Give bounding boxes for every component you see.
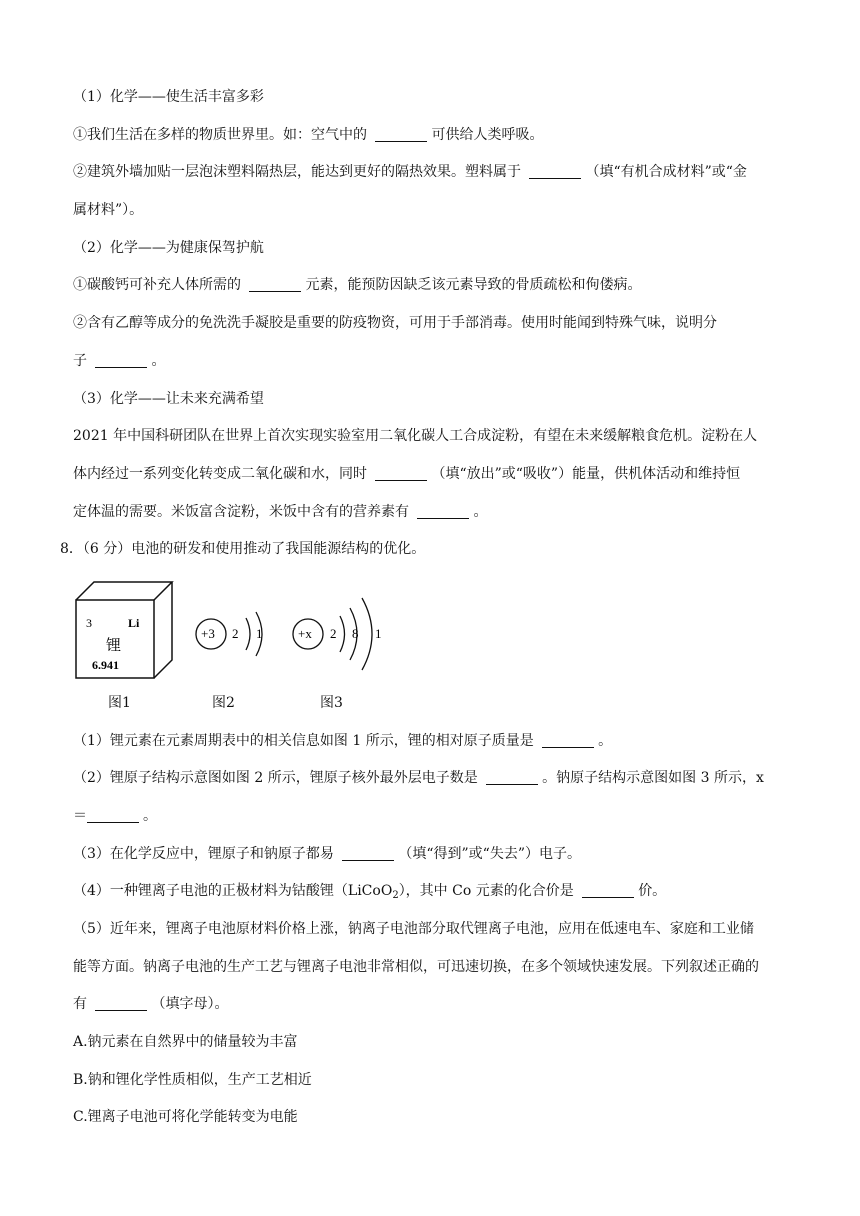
atom-2-shell-2: 1 [256, 626, 263, 641]
text: 。 [151, 353, 166, 369]
section-3-para-3 [73, 502, 487, 522]
question-8-part-5-line-3 [73, 994, 228, 1014]
text: 。钠原子结构示意图如图 3 所示，x [542, 770, 764, 786]
answer-blank[interactable] [542, 733, 594, 748]
section-3-title: （3）化学——让未来充满希望 [73, 391, 264, 407]
answer-blank[interactable] [375, 466, 427, 481]
question-8-part-2-cont [73, 806, 157, 826]
atom-3-shell-3: 1 [375, 626, 382, 641]
question-8-part-3 [73, 844, 581, 864]
section-2-question-1 [73, 275, 641, 295]
text: （2）锂原子结构示意图如图 2 所示，锂原子核外最外层电子数是 [73, 770, 483, 786]
section-3-para-2 [73, 464, 740, 484]
answer-blank[interactable] [486, 770, 538, 785]
text: ①碳酸钙可补充人体所需的 [73, 277, 246, 293]
section-2-question-2: ②含有乙醇等成分的免洗洗手凝胶是重要的防疫物资，可用于手部消毒。使用时能闻到特殊气味，说明分 [73, 315, 717, 331]
text: 定体温的需要。米饭富含淀粉，米饭中含有的营养素有 [73, 504, 414, 520]
element-name: 锂 [106, 636, 122, 654]
atom-3-nucleus: +x [298, 626, 312, 641]
element-symbol: Li [128, 616, 140, 630]
text: 。 [598, 733, 613, 749]
text: 可供给人类呼吸。 [431, 127, 544, 143]
question-8-part-2 [73, 768, 764, 788]
figure-3-caption: 图3 [320, 695, 343, 711]
option-b: B.钠和锂化学性质相似，生产工艺相近 [73, 1072, 312, 1088]
answer-blank[interactable] [249, 277, 301, 292]
answer-blank[interactable] [95, 996, 147, 1011]
answer-blank[interactable] [342, 846, 394, 861]
text: 有 [73, 996, 92, 1012]
option-c: C.锂离子电池可将化学能转变为电能 [73, 1109, 298, 1125]
text: 。 [473, 504, 488, 520]
figure-1-caption: 图1 [108, 695, 131, 711]
section-1-question-1 [73, 125, 543, 145]
question-8-figure [70, 572, 410, 714]
text: ②建筑外墙加贴一层泡沫塑料隔热层，能达到更好的隔热效果。塑料属于 [73, 164, 526, 180]
answer-blank[interactable] [582, 883, 634, 898]
section-1-question-2-cont: 属材料”）。 [73, 202, 144, 218]
text: ①我们生活在多样的物质世界里。如：空气中的 [73, 127, 372, 143]
question-8-part-1 [73, 731, 612, 751]
question-8-stem: 8．（6 分）电池的研发和使用推动了我国能源结构的优化。 [60, 541, 426, 557]
question-8-part-5-line-2: 能等方面。钠离子电池的生产工艺与锂离子电池非常相似，可迅速切换，在多个领域快速发展。下列叙述正确的 [73, 959, 759, 975]
figure-2-caption: 图2 [212, 695, 235, 711]
text: （3）在化学反应中，锂原子和钠原子都易 [73, 846, 339, 862]
element-mass: 6.941 [92, 658, 119, 672]
subscript: 2 [392, 890, 399, 901]
text: （1）锂元素在元素周期表中的相关信息如图 1 所示，锂的相对原子质量是 [73, 733, 539, 749]
atom-3-shell-2: 8 [352, 626, 359, 641]
text: ），其中 Co 元素的化合价是 [398, 883, 579, 899]
question-8-part-4 [73, 881, 666, 906]
question-8-part-5: （5）近年来，锂离子电池原材料价格上涨，钠离子电池部分取代锂离子电池，应用在低速电车、家庭和工业储 [73, 921, 754, 937]
text: （填“有机合成材料”或“金 [585, 164, 747, 180]
atom-2-shell-1: 2 [232, 626, 239, 641]
section-2-title: （2）化学——为健康保驾护航 [73, 240, 264, 256]
answer-blank[interactable] [95, 353, 147, 368]
text: ＝ [73, 808, 87, 824]
element-number: 3 [86, 616, 92, 630]
text: 子 [73, 353, 92, 369]
option-a: A.钠元素在自然界中的储量较为丰富 [73, 1034, 298, 1050]
answer-blank[interactable] [87, 808, 139, 823]
text: 。 [143, 808, 157, 824]
text: 元素，能预防因缺乏该元素导致的骨质疏松和佝偻病。 [305, 277, 642, 293]
answer-blank[interactable] [417, 504, 469, 519]
atom-2-nucleus: +3 [201, 626, 215, 641]
section-3-para-1: 2021 年中国科研团队在世界上首次实现实验室用二氧化碳人工合成淀粉，有望在未来缓解粮食危机。淀粉在人 [73, 428, 758, 444]
atom-3-shell-1: 2 [330, 626, 337, 641]
answer-blank[interactable] [529, 164, 581, 179]
text: 价。 [638, 883, 667, 899]
text: （填字母）。 [151, 996, 229, 1012]
answer-blank[interactable] [375, 127, 427, 142]
text: （填“得到”或“失去”）电子。 [398, 846, 581, 862]
text: 体内经过一系列变化转变成二氧化碳和水，同时 [73, 466, 372, 482]
section-1-question-2 [73, 162, 747, 182]
text: （填“放出”或“吸收”）能量，供机体活动和维持恒 [431, 466, 741, 482]
section-1-title: （1）化学——使生活丰富多彩 [73, 89, 264, 105]
element-card-cube [76, 582, 172, 678]
section-2-question-2-cont [73, 351, 165, 371]
text: （4）一种锂离子电池的正极材料为钴酸锂（LiCoO [73, 883, 393, 899]
